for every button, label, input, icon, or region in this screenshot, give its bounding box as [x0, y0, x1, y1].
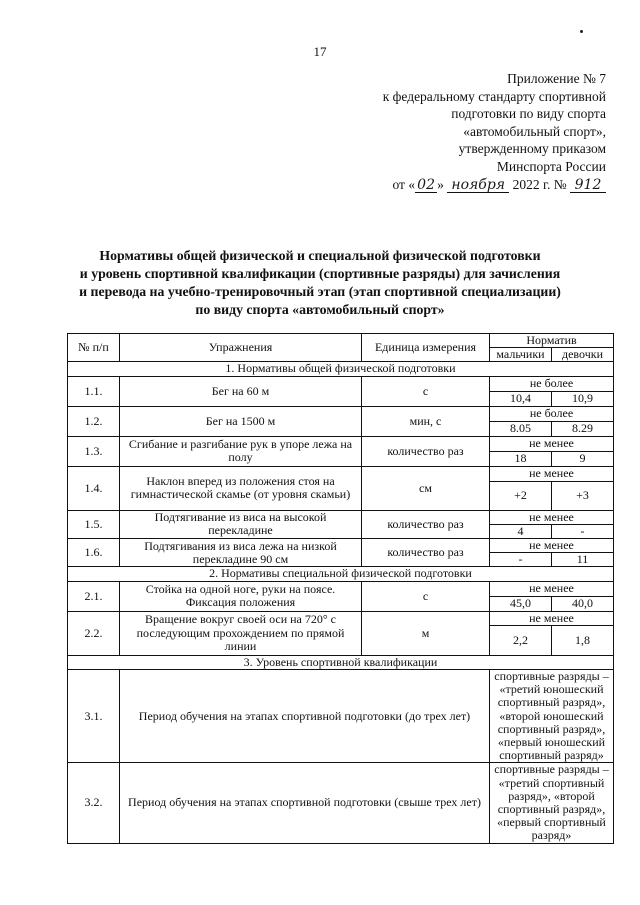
value-girls: 10,9: [552, 391, 614, 406]
appendix-line: подготовки по виду спорта: [451, 106, 606, 122]
table-header-row: [68, 334, 614, 348]
value-girls: 1,8: [552, 625, 614, 655]
row-condition: не менее: [490, 611, 614, 625]
section-row: [68, 655, 614, 669]
row-num: 1.4.: [68, 466, 120, 510]
scan-dot: [580, 30, 583, 33]
title-line: по виду спорта «автомобильный спорт»: [195, 302, 445, 317]
row-exercise: Наклон вперед из положения стоя на гимнастической скамье (от уровня скамьи): [120, 466, 362, 510]
table-row: [68, 376, 614, 391]
value-girls: 8.29: [552, 421, 614, 436]
value-boys: 8.05: [490, 421, 552, 436]
value-girls: 11: [552, 553, 614, 567]
value-girls: 9: [552, 451, 614, 466]
handwritten-month: ноября: [447, 179, 509, 193]
row-exercise: Бег на 60 м: [120, 376, 362, 406]
section-row: [68, 362, 614, 376]
row-num: 2.1.: [68, 581, 120, 611]
appendix-line: к федеральному стандарту спортивной: [382, 88, 606, 104]
value-girls: +3: [552, 481, 614, 510]
value-boys: 45,0: [490, 596, 552, 611]
row-level: спортивные разряды – «третий спортивный разряд», «второй спортивный разряд», «первый спортивный разряд»: [490, 763, 614, 843]
section-title: 3. Уровень спортивной квалификации: [68, 655, 614, 669]
header-boys: мальчики: [490, 348, 552, 362]
table-row: [68, 611, 614, 625]
value-boys: 4: [490, 524, 552, 538]
row-condition: не менее: [490, 466, 614, 481]
value-boys: +2: [490, 481, 552, 510]
row-num: 3.1.: [68, 670, 120, 763]
title-line: и перевода на учебно-тренировочный этап (этап спортивной специализации): [79, 284, 561, 299]
row-num: 1.1.: [68, 376, 120, 406]
row-exercise: Период обучения на этапах спортивной подготовки (свыше трех лет): [120, 763, 490, 843]
row-num: 2.2.: [68, 611, 120, 655]
table-row: [68, 581, 614, 596]
row-condition: не менее: [490, 539, 614, 553]
header-norm: Норматив: [490, 334, 614, 348]
row-num: 1.6.: [68, 539, 120, 567]
date-mid: »: [437, 176, 444, 192]
table-row: [68, 466, 614, 481]
section-row: [68, 567, 614, 581]
handwritten-order-number: 912: [570, 179, 606, 193]
row-exercise: Сгибание и разгибание рук в упоре лежа на полу: [120, 436, 362, 466]
appendix-line: Приложение № 7: [507, 71, 606, 86]
row-unit: с: [362, 581, 490, 611]
header-girls: девочки: [552, 348, 614, 362]
section-title: 2. Нормативы специальной физической подготовки: [68, 567, 614, 581]
value-boys: 18: [490, 451, 552, 466]
page-number: 17: [313, 44, 327, 59]
header-num: № п/п: [68, 334, 120, 362]
appendix-header: [316, 70, 606, 193]
table-row: [68, 670, 614, 763]
row-unit: м: [362, 611, 490, 655]
row-condition: не менее: [490, 436, 614, 451]
title-line: Нормативы общей физической и специальной физической подготовки: [99, 248, 541, 263]
appendix-line: «автомобильный спорт»,: [463, 123, 606, 139]
row-unit: см: [362, 466, 490, 510]
row-exercise: Подтягивание из виса на высокой перекладине: [120, 510, 362, 538]
row-condition: не менее: [490, 510, 614, 524]
row-exercise: Период обучения на этапах спортивной подготовки (до трех лет): [120, 670, 490, 763]
row-num: 1.2.: [68, 406, 120, 436]
document-title: [40, 247, 600, 319]
row-condition: не более: [490, 406, 614, 421]
row-exercise: Подтягивания из виса лежа на низкой перекладине 90 см: [120, 539, 362, 567]
table-row: [68, 436, 614, 451]
row-condition: не более: [490, 376, 614, 391]
row-unit: с: [362, 376, 490, 406]
table-row: [68, 510, 614, 524]
row-unit: количество раз: [362, 510, 490, 538]
handwritten-day: 02: [415, 179, 437, 193]
row-exercise: Бег на 1500 м: [120, 406, 362, 436]
value-boys: 2,2: [490, 625, 552, 655]
row-num: 1.3.: [68, 436, 120, 466]
row-num: 1.5.: [68, 510, 120, 538]
row-unit: количество раз: [362, 539, 490, 567]
section-title: 1. Нормативы общей физической подготовки: [68, 362, 614, 376]
header-unit: Единица измерения: [362, 334, 490, 362]
value-girls: -: [552, 524, 614, 538]
row-unit: количество раз: [362, 436, 490, 466]
value-boys: -: [490, 553, 552, 567]
row-level: спортивные разряды – «третий юношеский спортивный разряд», «второй юношеский спортивный разряд», «первый юношеский спортивный разряд»: [490, 670, 614, 763]
row-num: 3.2.: [68, 763, 120, 843]
date-prefix: от «: [392, 176, 416, 192]
row-unit: мин, с: [362, 406, 490, 436]
header-exercise: Упражнения: [120, 334, 362, 362]
row-exercise: Стойка на одной ноге, руки на поясе. Фиксация положения: [120, 581, 362, 611]
title-line: и уровень спортивной квалификации (спортивные разряды) для зачисления: [79, 266, 561, 281]
appendix-line: утвержденному приказом: [458, 141, 606, 157]
date-year: 2022 г. №: [512, 176, 567, 192]
appendix-line: Минспорта России: [496, 158, 606, 174]
table-row: [68, 763, 614, 843]
value-girls: 40,0: [552, 596, 614, 611]
norms-table: [67, 333, 614, 844]
row-condition: не менее: [490, 581, 614, 596]
table-row: [68, 406, 614, 421]
table-row: [68, 539, 614, 553]
row-exercise: Вращение вокруг своей оси на 720° с последующим прохождением по прямой линии: [120, 611, 362, 655]
order-date-line: [316, 176, 606, 194]
value-boys: 10,4: [490, 391, 552, 406]
